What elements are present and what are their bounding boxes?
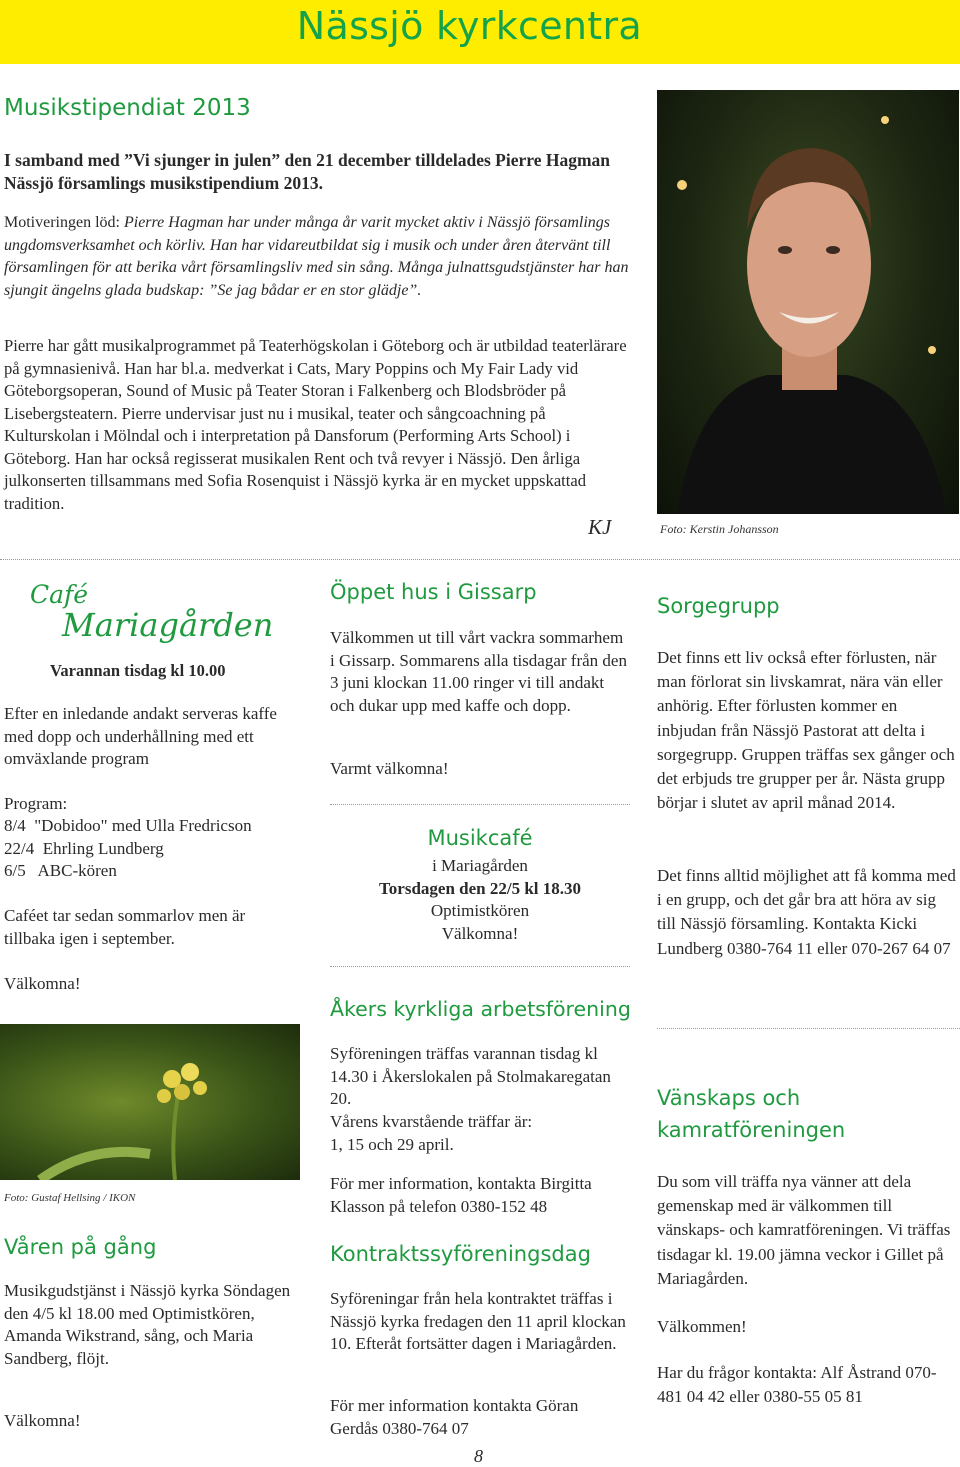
cafe-note: Caféet tar sedan sommarlov men är tillbaka igen i september. [4, 906, 246, 948]
portrait-illustration [657, 90, 959, 514]
stipendium-motivering [4, 212, 634, 302]
sorgegrupp-text2: Det finns alltid möjlighet att få komma med i en grupp, och det går bra att höra av sig till Nässjö församling. Kontakta Kicki Lundberg 0380-764 11 eller 070-267 64 07 [657, 866, 956, 958]
cafe-program-item: 22/4 Ehrling Lundberg [4, 839, 164, 858]
cafe-when: Varannan tisdag kl 10.00 [50, 661, 226, 680]
vanskaps-heading-line1: Vänskaps och [657, 1086, 801, 1110]
cafe-welcome: Välkomna! [4, 974, 81, 993]
gissarp-text: Välkommen ut till vårt vackra sommarhem i Gissarp. Sommarens alla tisdagar från den 3 juni klockan 11.00 ringer vi till andakt och dukar upp med kaffe och dopp. [330, 628, 627, 715]
portrait-caption: Foto: Kerstin Johansson [660, 522, 779, 536]
cafe-script-top: Café [30, 580, 89, 609]
gissarp-heading: Öppet hus i Gissarp [330, 580, 537, 604]
column-divider [330, 804, 630, 805]
vanskaps-heading-line2: kamratföreningen [657, 1118, 846, 1142]
musikcafe-line1: i Mariagården [432, 856, 528, 875]
cafe-program-item: 6/5 ABC-kören [4, 861, 117, 880]
musikcafe-line2: Torsdagen den 22/5 kl 18.30 [379, 878, 581, 898]
musikcafe-block [330, 826, 630, 945]
varen-welcome: Välkomna! [4, 1411, 81, 1430]
akers-text2: Vårens kvarstående träffar är: [330, 1112, 533, 1131]
section-divider [0, 559, 960, 560]
vanskaps-text2: Har du frågor kontakta: Alf Åstrand 070-481 04 42 eller 0380-55 05 81 [657, 1363, 937, 1407]
musikcafe-heading: Musikcafé [427, 826, 533, 850]
page-header [0, 0, 960, 64]
sorgegrupp-text1: Det finns ett liv också efter förlusten, när man förlorat sin livskamrat, nära vän eller anhörig. Efter förlusten kommer en inbjudan från Nässjö Pastorat att delta i sorgegrupp. Gruppen träffas sex gånger och det erbjuds tre grupper per år. Nästa grupp börjar i slutet av april månad 2014. [657, 648, 955, 813]
varen-text: Musikgudstjänst i Nässjö kyrka Söndagen den 4/5 kl 18.00 med Optimistkören, Amanda Wikstrand, sång, och Maria Sandberg, flöjt. [4, 1281, 291, 1368]
vanskaps-welcome: Välkommen! [657, 1317, 747, 1336]
vanskaps-text1: Du som vill träffa nya vänner att dela gemenskap med är välkommen till vänskaps- och kamratföreningen. Vi träffas tisdagar kl. 19.00 jämna veckor i Gillet på Mariagården. [657, 1172, 951, 1288]
kontrakt-text1: Syföreningar från hela kontraktet träffas i Nässjö kyrka fredagen den 11 april klockan 10. Efteråt fortsätter dagen i Mariagården. [330, 1289, 626, 1353]
kontrakt-text2: För mer information kontakta Göran Gerdås 0380-764 07 [330, 1396, 579, 1438]
stipendium-heading: Musikstipendiat 2013 [4, 95, 251, 121]
stipendium-intro: I samband med ”Vi sjunger in julen” den 21 december tilldelades Pierre Hagman Nässjö församlings musikstipendium 2013. [4, 150, 611, 193]
musikcafe-line4: Välkomna! [441, 923, 519, 943]
page-number: 8 [474, 1446, 483, 1466]
cafe-desc: Efter en inledande andakt serveras kaffe med dopp och underhållning med ett omväxlande program [4, 704, 277, 768]
flower-caption: Foto: Gustaf Hellsing / IKON [4, 1192, 136, 1204]
sorgegrupp-heading: Sorgegrupp [657, 594, 780, 618]
page-title: Nässjö kyrkcentra [296, 4, 642, 48]
akers-text1: Syföreningen träffas varannan tisdag kl 14.30 i Åkerslokalen på Stolmakaregatan 20. [330, 1044, 611, 1108]
cafe-script-name: Mariagården [62, 606, 274, 644]
cafe-program-label: Program: [4, 794, 68, 813]
motivering-text: Pierre Hagman har under många år varit mycket aktiv i Nässjö församlings ungdomsverksamhet och körliv. Han har vidareutbildat sig i musik och under åren återvänt till församlingen för att berika vårt församlingsliv med sin sång. Många julnattsgudstjänster har han sjungit ängelns glada budskap: ”Se jag bådar er en stor glädje”. [4, 214, 629, 299]
musikcafe-line3: Optimistkören [430, 901, 530, 920]
column-divider [657, 1028, 960, 1029]
portrait-photo [657, 90, 959, 514]
akers-heading: Åkers kyrkliga arbetsförening [330, 997, 631, 1021]
signature: KJ [588, 515, 612, 539]
column-divider [330, 966, 630, 967]
akers-text3: 1, 15 och 29 april. [330, 1135, 454, 1154]
stipendium-body: Pierre har gått musikalprogrammet på Teaterhögskolan i Göteborg och är utbildad teaterlärare på gymnasienivå. Han har bl.a. medverkat i Cats, Mary Poppins och My Fair Lady vid Göteborgsoperan, Sound of Music på Teater Storan i Falkenberg och Blodsbröder på Lisebergsteatern. Pierre undervisar just nu i musikal, teater och sångcoachning på Kulturskolan i Mölndal och i interpretation på Dansforum (Performing Arts School) i Göteborg. Han har också regisserat musikalen Rent och två revyer i Nässjö. Den årliga julkonserten tillsammans med Sofia Rosenquist i Nässjö kyrka är en mycket uppskattad tradition. [4, 336, 627, 513]
kontrakt-heading: Kontraktssyföreningsdag [330, 1242, 591, 1266]
gissarp-welcome: Varmt välkomna! [330, 759, 449, 778]
varen-heading: Våren på gång [4, 1235, 157, 1259]
flower-illustration [0, 1024, 300, 1180]
flower-photo [0, 1024, 300, 1180]
akers-text4: För mer information, kontakta Birgitta Klasson på telefon 0380-152 48 [330, 1174, 592, 1216]
motivering-label: Motiveringen löd: [4, 214, 124, 231]
cafe-program-item: 8/4 "Dobidoo" med Ulla Fredricson [4, 816, 252, 835]
